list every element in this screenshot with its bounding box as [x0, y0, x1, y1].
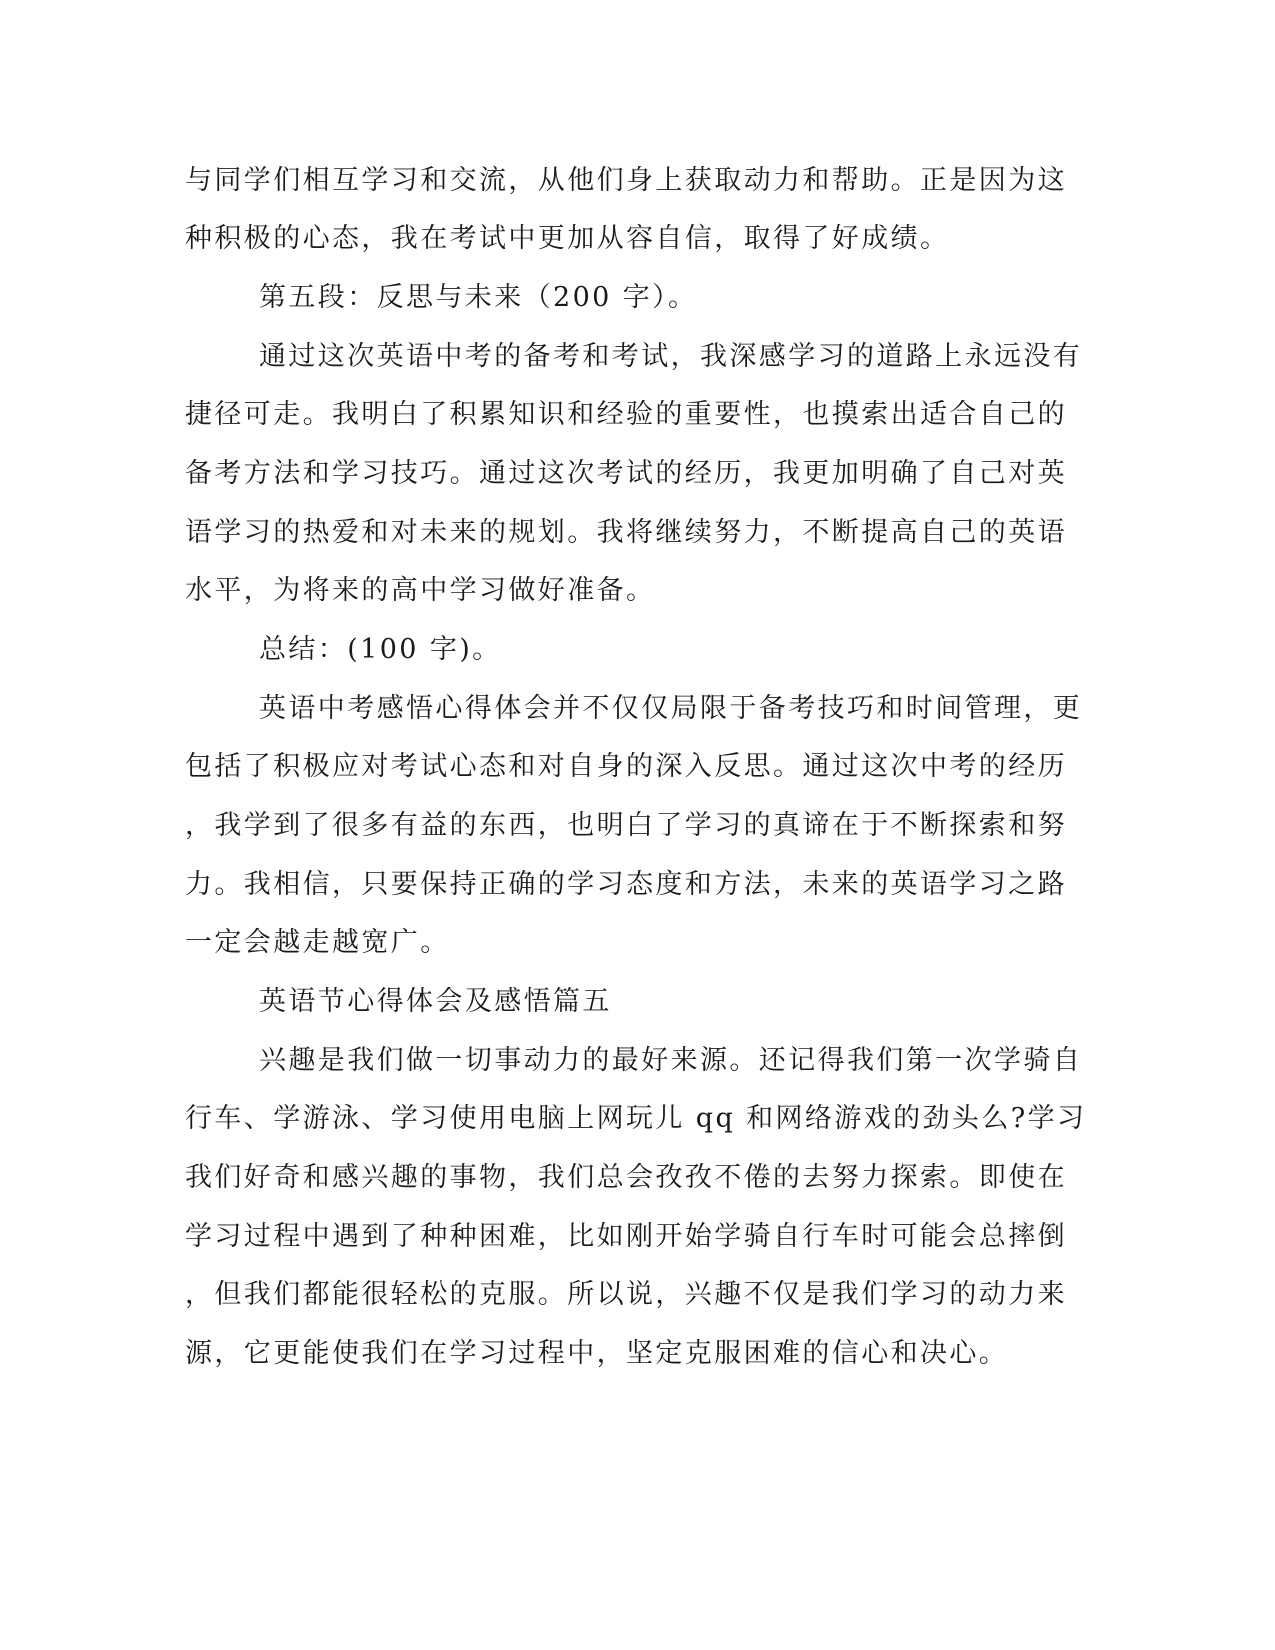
text-line: 水平，为将来的高中学习做好准备。	[185, 575, 656, 606]
text-line: 英语中考感悟心得体会并不仅仅局限于备考技巧和时间管理，更	[259, 693, 1083, 724]
text-line: 种积极的心态，我在考试中更加从容自信，取得了好成绩。	[185, 223, 950, 254]
text-line: 兴趣是我们做一切事动力的最好来源。还记得我们第一次学骑自	[259, 1045, 1083, 1076]
text-line: 源，它更能使我们在学习过程中，坚定克服困难的信心和决心。	[185, 1338, 1009, 1369]
text-line: 学习过程中遇到了种种困难，比如刚开始学骑自行车时可能会总摔倒	[185, 1221, 1067, 1252]
text-line: 语学习的热爱和对未来的规划。我将继续努力，不断提高自己的英语	[185, 517, 1067, 548]
text-line: 与同学们相互学习和交流，从他们身上获取动力和帮助。正是因为这	[185, 165, 1067, 196]
text-line: 通过这次英语中考的备考和考试，我深感学习的道路上永远没有	[259, 341, 1083, 372]
section-heading: 第五段：反思与未来（200 字）。	[259, 282, 698, 313]
article-title: 英语节心得体会及感悟篇五	[259, 986, 612, 1017]
text-line: 一定会越走越宽广。	[185, 927, 450, 958]
text-line: ，但我们都能很轻松的克服。所以说，兴趣不仅是我们学习的动力来	[185, 1279, 1067, 1310]
text-line: 力。我相信，只要保持正确的学习态度和方法，未来的英语学习之路	[185, 869, 1067, 900]
text-line: 备考方法和学习技巧。通过这次考试的经历，我更加明确了自己对英	[185, 458, 1067, 489]
text-line: 我们好奇和感兴趣的事物，我们总会孜孜不倦的去努力探索。即使在	[185, 1162, 1067, 1193]
text-line: 行车、学游泳、学习使用电脑上网玩儿 qq 和网络游戏的劲头么?学习	[185, 1103, 1087, 1134]
section-heading: 总结：(100 字)。	[259, 634, 502, 665]
text-line: ，我学到了很多有益的东西，也明白了学习的真谛在于不断探索和努	[185, 810, 1067, 841]
text-line: 捷径可走。我明白了积累知识和经验的重要性，也摸索出适合自己的	[185, 399, 1067, 430]
text-line: 包括了积极应对考试心态和对自身的深入反思。通过这次中考的经历	[185, 751, 1067, 782]
